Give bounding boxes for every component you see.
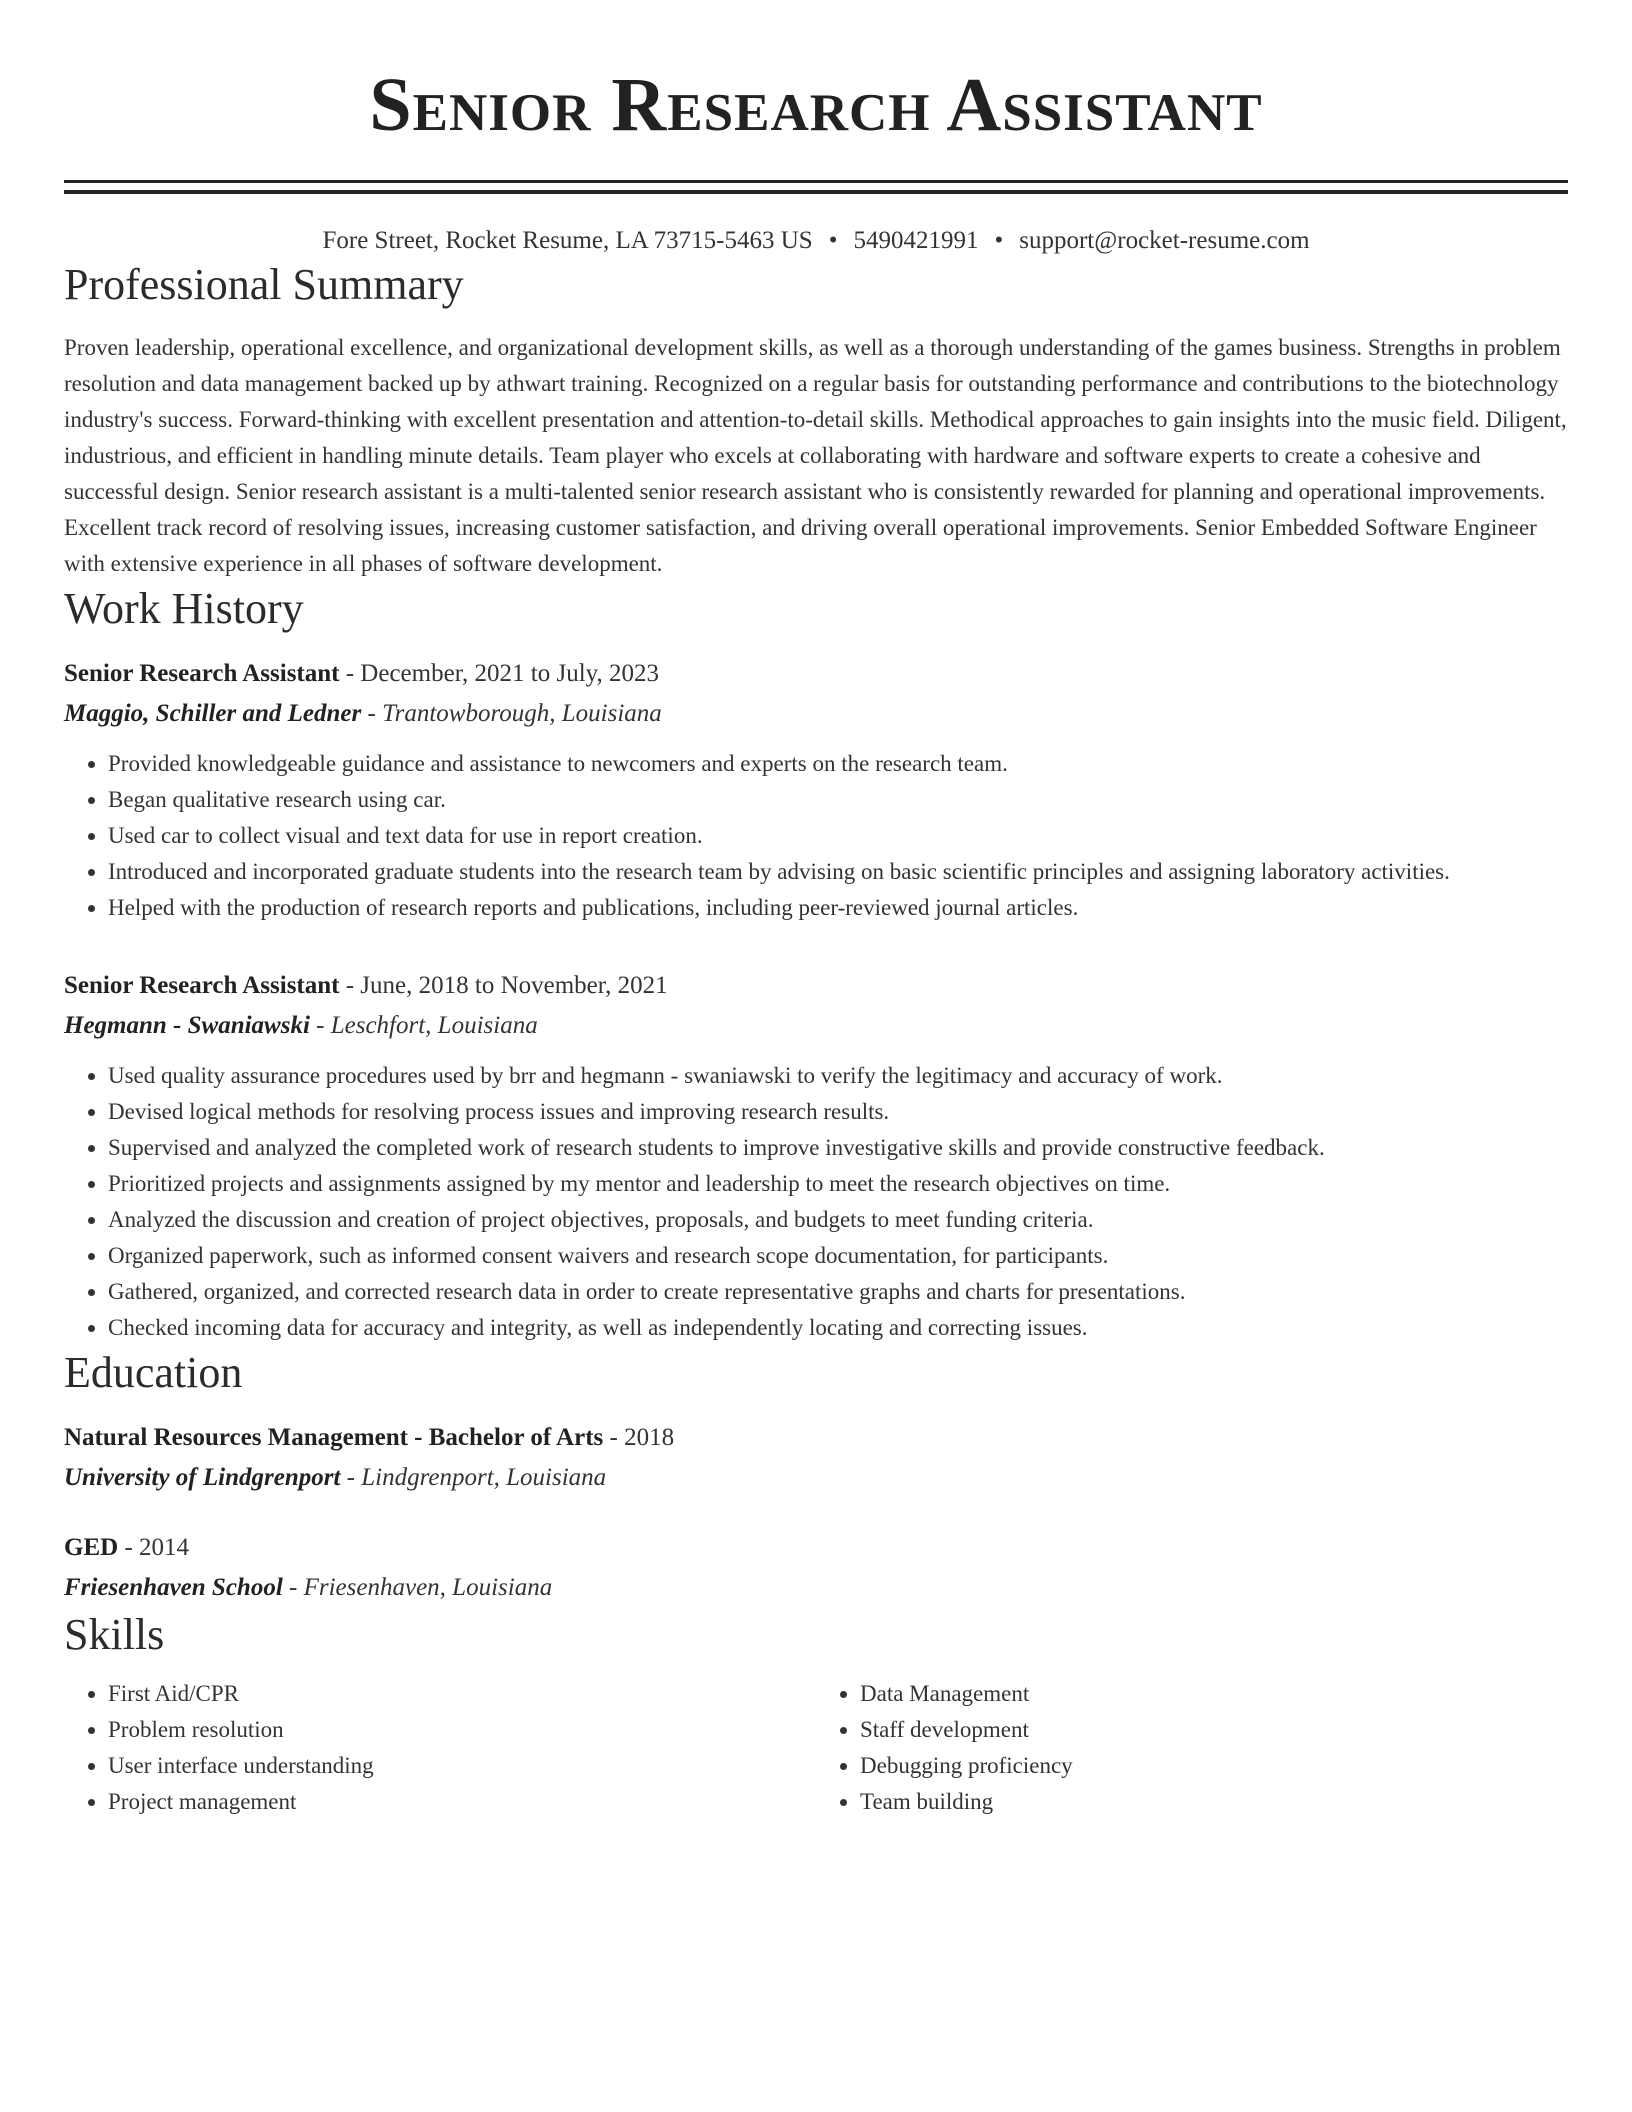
list-item: • Helped with the production of research reports and publications, including peer-reviewed journal articles.	[108, 890, 1568, 926]
job-company: Hegmann - Swaniawski	[64, 1012, 310, 1039]
graduation-year: - 2018	[603, 1424, 675, 1451]
skill-item: • Project management	[108, 1784, 816, 1820]
list-item: • Began qualitative research using car.	[108, 782, 1568, 818]
skills-heading: Skills	[64, 1610, 165, 1659]
contact-line	[64, 224, 1568, 258]
degree: Natural Resources Management - Bachelor of Arts	[64, 1424, 604, 1451]
degree: GED	[64, 1534, 119, 1561]
job-dates: - December, 2021 to July, 2023	[339, 660, 660, 687]
contact-phone: 5490421991	[853, 227, 979, 254]
contact-address: Fore Street, Rocket Resume, LA 73715-5463 US	[322, 227, 813, 254]
skills-list-right	[816, 1676, 1568, 1820]
skill-item: • Staff development	[860, 1712, 1568, 1748]
summary-text: Proven leadership, operational excellence, and organizational development skills, as well as a thorough understanding of the games business. Strengths in problem resolution and data management backed up by athwart training. Recognized on a regular basis for outstanding performance and contributions to the biotechnology industry's success. Forward-thinking with excellent presentation and attention-to-detail skills. Methodical approaches to gain insights into the music field. Diligent, industrious, and efficient in handling minute details. Team player who excels at collaborating with hardware and software experts to create a cohesive and successful design. Senior research assistant is a multi-talented senior research assistant who is consistently rewarded for planning and operational improvements. Excellent track record of resolving issues, increasing customer satisfaction, and driving overall operational improvements. Senior Embedded Software Engineer with extensive experience in all phases of software development.	[64, 335, 1567, 576]
list-item: • Supervised and analyzed the completed work of research students to improve investigative skills and provide constructive feedback.	[108, 1130, 1568, 1166]
title-divider-thick	[64, 180, 1568, 183]
job-company: Maggio, Schiller and Ledner	[64, 700, 362, 727]
list-item: • Devised logical methods for resolving process issues and improving research results.	[108, 1094, 1568, 1130]
job-duties-list	[64, 1058, 1568, 1346]
skills-list-left	[64, 1676, 816, 1820]
list-item: • Prioritized projects and assignments assigned by my mentor and leadership to meet the research objectives on time.	[108, 1166, 1568, 1202]
contact-separator: •	[994, 227, 1004, 254]
contact-email: support@rocket-resume.com	[1019, 227, 1310, 254]
job-entry	[64, 654, 1568, 926]
job-title-line	[64, 966, 1568, 1006]
education-heading: Education	[64, 1348, 243, 1397]
skills-columns	[64, 1676, 1568, 1820]
contact-separator: •	[828, 227, 838, 254]
skill-item: • Problem resolution	[108, 1712, 816, 1748]
list-item: • Checked incoming data for accuracy and integrity, as well as independently locating and correcting issues.	[108, 1310, 1568, 1346]
education-entry	[64, 1418, 1568, 1498]
school-name: Friesenhaven School	[64, 1574, 283, 1601]
graduation-year: - 2014	[118, 1534, 190, 1561]
list-item: • Used car to collect visual and text data for use in report creation.	[108, 818, 1568, 854]
list-item: • Gathered, organized, and corrected research data in order to create representative graphs and charts for presentations.	[108, 1274, 1568, 1310]
job-location: - Trantowborough, Louisiana	[361, 700, 662, 727]
work-history-heading: Work History	[64, 584, 304, 633]
education-entry	[64, 1528, 1568, 1608]
job-title: Senior Research Assistant	[64, 660, 340, 687]
school-line	[64, 1458, 1568, 1498]
list-item: • Analyzed the discussion and creation of project objectives, proposals, and budgets to meet funding criteria.	[108, 1202, 1568, 1238]
job-title-line	[64, 654, 1568, 694]
list-item: • Organized paperwork, such as informed consent waivers and research scope documentation, for participants.	[108, 1238, 1568, 1274]
skill-item: • Data Management	[860, 1676, 1568, 1712]
skill-item: • First Aid/CPR	[108, 1676, 816, 1712]
job-dates: - June, 2018 to November, 2021	[339, 972, 668, 999]
summary-heading: Professional Summary	[64, 260, 464, 309]
job-company-line	[64, 694, 1568, 734]
job-title: Senior Research Assistant	[64, 972, 340, 999]
list-item: • Provided knowledgeable guidance and assistance to newcomers and experts on the research team.	[108, 746, 1568, 782]
school-name: University of Lindgrenport	[64, 1464, 341, 1491]
degree-line	[64, 1418, 1568, 1458]
school-location: - Friesenhaven, Louisiana	[282, 1574, 553, 1601]
degree-line	[64, 1528, 1568, 1568]
title-divider-thin	[64, 190, 1568, 194]
school-line	[64, 1568, 1568, 1608]
job-entry	[64, 966, 1568, 1346]
skill-item: • User interface understanding	[108, 1748, 816, 1784]
job-duties-list	[64, 746, 1568, 926]
school-location: - Lindgrenport, Louisiana	[340, 1464, 607, 1491]
skill-item: • Team building	[860, 1784, 1568, 1820]
job-company-line	[64, 1006, 1568, 1046]
skill-item: • Debugging proficiency	[860, 1748, 1568, 1784]
resume-title: Senior Research Assistant	[369, 63, 1263, 147]
job-location: - Leschfort, Louisiana	[309, 1012, 538, 1039]
list-item: • Introduced and incorporated graduate students into the research team by advising on basic scientific principles and assigning laboratory activities.	[108, 854, 1568, 890]
list-item: • Used quality assurance procedures used by brr and hegmann - swaniawski to verify the legitimacy and accuracy of work.	[108, 1058, 1568, 1094]
